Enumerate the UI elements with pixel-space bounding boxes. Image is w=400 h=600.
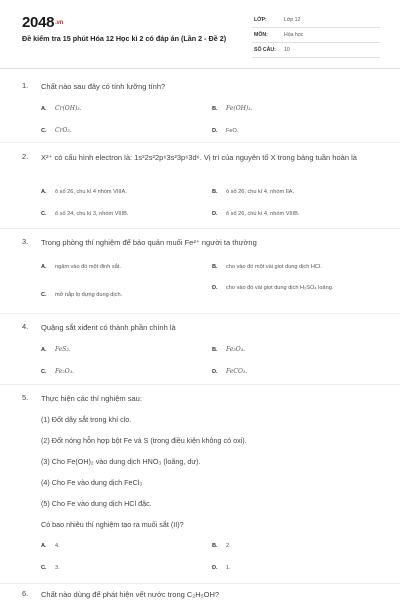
question-number: 6.	[22, 589, 29, 598]
option-label: C.	[41, 211, 47, 217]
meta-label: LỚP:	[254, 17, 267, 23]
question-divider	[0, 313, 400, 314]
option-text: Fe₃O₄.	[226, 346, 246, 353]
logo-text: 2048	[22, 14, 55, 31]
option-label: A.	[41, 189, 47, 195]
option-label: C.	[41, 369, 47, 375]
option-text: ngâm vào đó một đinh sắt.	[55, 264, 121, 270]
option-text: ô số 26, chu kì 4, nhóm IIA.	[226, 189, 295, 195]
option-text: Fe(OH)₃.	[226, 105, 253, 112]
option-text: cho vào đó một vài giọt dung dịch HCl.	[226, 264, 322, 270]
header-divider	[0, 68, 400, 69]
question-divider	[0, 228, 400, 229]
option-text: ô số 26, chu kì 4, nhóm VIIIB.	[226, 211, 300, 217]
option-text: FeS₂.	[55, 346, 71, 353]
question-divider	[0, 142, 400, 143]
option-label: B.	[212, 264, 218, 270]
option-text: 3.	[55, 565, 60, 571]
option-label: C.	[41, 565, 47, 571]
option-text: FeO.	[226, 128, 239, 134]
option-label: D.	[212, 285, 218, 291]
experiment-item: (1) Đốt dây sắt trong khí clo.	[41, 415, 132, 424]
option-label: D.	[212, 565, 218, 571]
exam-title: Đề kiểm tra 15 phút Hóa 12 Học kì 2 có đáp án (Lần 2 - Đề 2)	[22, 34, 227, 43]
option-text: Cr(OH)₃.	[55, 105, 82, 112]
option-text: Fe₂O₃.	[55, 368, 75, 375]
experiment-item: (4) Cho Fe vào dung dịch FeCl₃	[41, 478, 143, 487]
option-label: C.	[41, 128, 47, 134]
question-number: 4.	[22, 322, 29, 331]
question-text: Chất nào sau đây có tính lưỡng tính?	[41, 82, 166, 91]
option-label: B.	[212, 543, 218, 549]
option-text: mở nắp lọ đựng dung dịch.	[55, 292, 123, 298]
logo-suffix: .vn	[55, 20, 63, 27]
question-number: 1.	[22, 81, 29, 90]
question-text: Trong phòng thí nghiệm để bảo quản muối Fe²⁺ người ta thường	[41, 238, 257, 247]
option-label: D.	[212, 211, 218, 217]
experiment-item: (2) Đốt nóng hỗn hợp bột Fe và S (trong điều kiện không có oxi).	[41, 436, 247, 445]
option-label: B.	[212, 347, 218, 353]
question-divider	[0, 583, 400, 584]
meta-label: SỐ CÂU:	[254, 47, 276, 53]
option-text: ô số 24, chu kì 3, nhóm VIIIB.	[55, 211, 129, 217]
option-label: A.	[41, 543, 47, 549]
meta-row-subject	[252, 29, 380, 43]
option-label: A.	[41, 106, 47, 112]
meta-row-class	[252, 14, 380, 28]
question-text: Quặng sắt xiđerit có thành phần chính là	[41, 323, 176, 332]
option-text: 4.	[55, 543, 60, 549]
experiment-item: (5) Cho Fe vào dung dịch HCl đặc.	[41, 499, 152, 508]
question-prompt: Có bao nhiêu thí nghiệm tạo ra muối sắt (II)?	[41, 520, 184, 529]
option-text: CrO₃.	[55, 127, 72, 134]
question-divider	[0, 384, 400, 385]
exam-header	[0, 0, 400, 62]
meta-label: MÔN:	[254, 32, 268, 38]
option-label: B.	[212, 189, 218, 195]
meta-value: 10	[284, 47, 290, 53]
question-number: 3.	[22, 237, 29, 246]
experiment-item: (3) Cho Fe(OH)₂ vào dung dịch HNO₃ (loãng, dư).	[41, 457, 201, 466]
question-number: 2.	[22, 152, 29, 161]
question-text: Chất nào dùng để phát hiện vết nước trong C₂H₅OH?	[41, 590, 220, 599]
option-label: D.	[212, 369, 218, 375]
option-text: cho vào đó vài giọt dung dịch H₂SO₄ loãng.	[226, 285, 334, 291]
meta-value: Lớp 12	[284, 17, 301, 23]
meta-row-count	[252, 44, 380, 58]
option-label: D.	[212, 128, 218, 134]
option-text: 1.	[226, 565, 231, 571]
option-label: A.	[41, 264, 47, 270]
option-label: B.	[212, 106, 218, 112]
option-text: 2.	[226, 543, 231, 549]
option-text: FeCO₃.	[226, 368, 248, 375]
question-text: Thực hiện các thí nghiệm sau:	[41, 394, 142, 403]
question-number: 5.	[22, 393, 29, 402]
meta-value: Hóa học	[284, 32, 304, 38]
option-text: ô số 26, chu kì 4 nhóm VIIIA.	[55, 189, 127, 195]
question-text: X²⁺ có cấu hình electron là: 1s²2s²2p⁶3s²3p⁶3d⁶. Vị trí của nguyên tố X trong bảng tuần hoàn là	[41, 153, 357, 162]
option-label: A.	[41, 347, 47, 353]
option-label: C.	[41, 292, 47, 298]
site-logo[interactable]	[22, 14, 63, 31]
